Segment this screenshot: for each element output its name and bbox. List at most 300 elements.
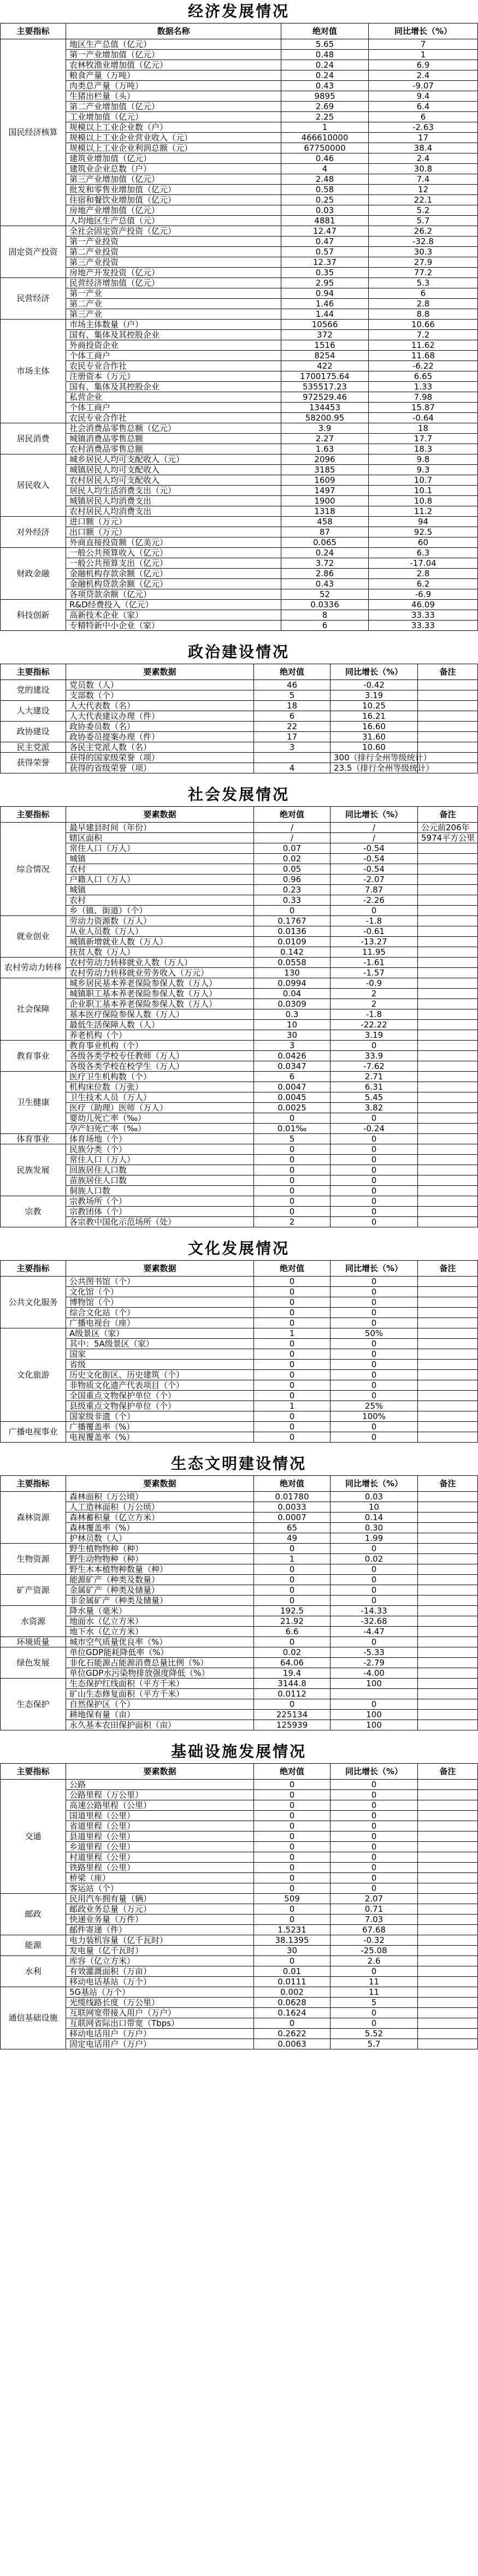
- growth-rate: -0.32: [331, 1935, 418, 1946]
- note-cell: [418, 1380, 478, 1391]
- indicator-name: 森林面积（万公顷）: [66, 1492, 254, 1502]
- absolute-value: 1318: [281, 506, 369, 517]
- absolute-value: 0.0994: [254, 978, 331, 989]
- indicator-name: 宗教场所（个）: [66, 1196, 254, 1207]
- growth-rate: 5.7: [369, 216, 478, 226]
- table-row: [1, 742, 478, 753]
- indicator-name: 发电量（亿千瓦时）: [66, 1946, 254, 1956]
- growth-rate: 11.62: [369, 340, 478, 351]
- growth-rate: 10: [331, 1502, 418, 1512]
- table-row: [1, 423, 478, 434]
- header-row: [1, 1476, 478, 1492]
- absolute-value: 0.0025: [254, 1103, 331, 1113]
- note-cell: [418, 926, 478, 937]
- absolute-value: 1609: [281, 475, 369, 486]
- table-row: [1, 1883, 478, 1894]
- column-header: 数据名称: [66, 23, 281, 39]
- category-cell: 矿产资源: [1, 1575, 66, 1606]
- absolute-value: 0: [254, 1863, 331, 1873]
- growth-rate: -0.9: [331, 978, 418, 989]
- absolute-value: 0: [254, 1144, 331, 1155]
- category-cell: 森林资源: [1, 1492, 66, 1544]
- column-header: 同比增长（%）: [331, 1476, 418, 1492]
- indicator-name: 房地产开发投资（亿元）: [66, 268, 281, 278]
- note-cell: [418, 1883, 478, 1894]
- section-title: 政治建设情况: [187, 643, 290, 661]
- absolute-value: 1.46: [281, 299, 369, 309]
- table-row: [1, 205, 478, 216]
- note-cell: [418, 1186, 478, 1196]
- growth-rate: 23.5（排行全州等级统计）: [331, 763, 418, 773]
- absolute-value: 0: [254, 1422, 331, 1432]
- table-row: [1, 340, 478, 351]
- section-spacer: [0, 2049, 477, 2059]
- growth-rate: 0.02: [331, 1554, 418, 1564]
- growth-rate: 0: [331, 1041, 418, 1051]
- note-cell: [418, 895, 478, 906]
- growth-rate: 0: [331, 1780, 418, 1790]
- table-row: [1, 823, 478, 833]
- indicator-name: 乡道里程（公里）: [66, 1842, 254, 1852]
- table-row: [1, 330, 478, 340]
- note-cell: [418, 1647, 478, 1658]
- absolute-value: 0: [254, 1113, 331, 1124]
- table-row: [1, 1401, 478, 1411]
- growth-rate: 5.3: [369, 278, 478, 288]
- growth-rate: 9.8: [369, 454, 478, 465]
- absolute-value: 3.9: [281, 423, 369, 434]
- table-row: [1, 1811, 478, 1821]
- column-header: 要素数据: [66, 1764, 254, 1780]
- growth-rate: 10.66: [369, 320, 478, 330]
- absolute-value: 0.24: [281, 70, 369, 81]
- table-row: [1, 517, 478, 527]
- growth-rate: 5.2: [369, 205, 478, 216]
- indicator-name: 降水量（毫米）: [66, 1606, 254, 1616]
- note-cell: [418, 1492, 478, 1502]
- column-header: 主要指标: [1, 1261, 66, 1277]
- indicator-name: 党员数（人）: [66, 680, 254, 690]
- growth-rate: 100: [331, 1720, 418, 1730]
- growth-rate: 0.30: [331, 1523, 418, 1533]
- category-cell: 公共文化服务: [1, 1277, 66, 1328]
- table-row: [1, 1637, 478, 1647]
- table-row: [1, 1831, 478, 1842]
- indicator-name: 第二产业增加值（亿元）: [66, 102, 281, 112]
- note-cell: [418, 1432, 478, 1443]
- category-cell: 文化旅游: [1, 1328, 66, 1422]
- indicator-name: 农村劳动力转移就业劳务收入（万元）: [66, 968, 254, 978]
- absolute-value: 0.0309: [254, 999, 331, 1009]
- indicator-name: 有效灌溉面积（万亩）: [66, 1966, 254, 1977]
- indicator-name: 省道里程（公里）: [66, 1821, 254, 1831]
- column-header: 绝对值: [254, 664, 331, 680]
- note-cell: [418, 732, 478, 742]
- note-cell: [418, 989, 478, 999]
- note-cell: [418, 1842, 478, 1852]
- absolute-value: 4: [254, 763, 331, 773]
- absolute-value: 1: [254, 1401, 331, 1411]
- table-row: [1, 1020, 478, 1030]
- table-row: [1, 895, 478, 906]
- absolute-value: 0: [254, 1821, 331, 1831]
- growth-rate: 6.2: [369, 579, 478, 589]
- column-header: 主要指标: [1, 1764, 66, 1780]
- indicator-name: 养老机构（个）: [66, 1030, 254, 1041]
- absolute-value: 0.35: [281, 268, 369, 278]
- table-row: [1, 320, 478, 330]
- note-cell: [418, 1051, 478, 1061]
- column-header: 要素数据: [66, 1261, 254, 1277]
- note-cell: [418, 1575, 478, 1585]
- table-row: [1, 102, 478, 112]
- growth-rate: 9.4: [369, 91, 478, 102]
- table-row: [1, 1308, 478, 1318]
- growth-rate: 0: [331, 1360, 418, 1370]
- table-row: [1, 444, 478, 454]
- table-row: [1, 185, 478, 195]
- absolute-value: 0.25: [281, 195, 369, 205]
- indicator-name: 外商投资企业: [66, 340, 281, 351]
- growth-rate: -6.22: [369, 361, 478, 371]
- indicator-name: 获得的省级荣誉（项）: [66, 763, 254, 773]
- indicator-name: 城乡居民人均可支配收入（元）: [66, 454, 281, 465]
- column-header: 同比增长（%）: [331, 1764, 418, 1780]
- table-row: [1, 1915, 478, 1925]
- category-cell: 科技创新: [1, 600, 66, 631]
- table-row: [1, 600, 478, 610]
- indicator-name: 民族分类（个）: [66, 1144, 254, 1155]
- absolute-value: 2.25: [281, 112, 369, 122]
- indicator-name: 规模以上工业企业营业收入（元）: [66, 133, 281, 143]
- absolute-value: 0: [254, 1699, 331, 1710]
- growth-rate: 0: [331, 1165, 418, 1175]
- growth-rate: 2.07: [331, 1894, 418, 1904]
- note-cell: [418, 2029, 478, 2039]
- growth-rate: 0: [331, 1155, 418, 1165]
- table-row: [1, 1679, 478, 1689]
- note-cell: [418, 1134, 478, 1144]
- absolute-value: 225134: [254, 1710, 331, 1720]
- indicator-name: 专精特新中小企业（家）: [66, 621, 281, 631]
- growth-rate: 1.99: [331, 1533, 418, 1544]
- note-cell: [418, 1113, 478, 1124]
- note-cell: [418, 1689, 478, 1699]
- absolute-value: 5.65: [281, 39, 369, 50]
- table-row: [1, 1894, 478, 1904]
- indicator-name: 公路里程（万公里）: [66, 1790, 254, 1800]
- absolute-value: 2.27: [281, 434, 369, 444]
- growth-rate: 0: [331, 1790, 418, 1800]
- table-row: [1, 968, 478, 978]
- absolute-value: 5: [254, 690, 331, 701]
- growth-rate: 0: [331, 1297, 418, 1308]
- absolute-value: 0.46: [281, 153, 369, 164]
- absolute-value: 0.0558: [254, 958, 331, 968]
- category-cell: 绿色发展: [1, 1647, 66, 1679]
- growth-rate: 0: [331, 1196, 418, 1207]
- growth-rate: 0: [331, 1596, 418, 1606]
- indicator-name: 桥梁（座）: [66, 1873, 254, 1883]
- growth-rate: -2.26: [331, 895, 418, 906]
- note-cell: [418, 1370, 478, 1380]
- note-cell: [418, 1103, 478, 1113]
- table-row: [1, 1554, 478, 1564]
- indicator-name: 非金属矿产（种类及储量）: [66, 1596, 254, 1606]
- table-row: [1, 1627, 478, 1637]
- absolute-value: 0: [254, 1360, 331, 1370]
- growth-rate: -1.8: [331, 1009, 418, 1020]
- indicator-name: 农村居民人均可支配收入: [66, 475, 281, 486]
- note-cell: [418, 1637, 478, 1647]
- growth-rate: 5.45: [331, 1092, 418, 1103]
- category-cell: 民主党派: [1, 742, 66, 753]
- absolute-value: 0.0336: [281, 600, 369, 610]
- indicator-name: 辖区面积: [66, 833, 254, 843]
- indicator-name: 孕产妇死亡率（‰）: [66, 1124, 254, 1134]
- indicator-name: 政协委员数（名）: [66, 722, 254, 732]
- growth-rate: 2: [331, 999, 418, 1009]
- indicator-name: 肉类总产量（万吨）: [66, 81, 281, 91]
- absolute-value: 8254: [281, 351, 369, 361]
- absolute-value: 372: [281, 330, 369, 340]
- indicator-name: 非化石能源占能源消费总量比例（%）: [66, 1658, 254, 1668]
- absolute-value: 0: [254, 1596, 331, 1606]
- category-cell: 宗教: [1, 1196, 66, 1227]
- table-row: [1, 843, 478, 854]
- note-cell: [418, 1627, 478, 1637]
- growth-rate: -1.8: [331, 916, 418, 926]
- indicator-name: 农村消费品零售总额: [66, 444, 281, 454]
- absolute-value: 125939: [254, 1720, 331, 1730]
- indicator-name: 农村: [66, 895, 254, 906]
- growth-rate: 0: [331, 1575, 418, 1585]
- growth-rate: 0: [331, 1339, 418, 1349]
- header-row: [1, 664, 478, 680]
- note-cell: [418, 968, 478, 978]
- absolute-value: 0.01780: [254, 1492, 331, 1502]
- growth-rate: 0: [331, 1422, 418, 1432]
- indicator-name: 基本医疗保险参保人数（万人）: [66, 1009, 254, 1020]
- column-header: 要素数据: [66, 1476, 254, 1492]
- table-row: [1, 1904, 478, 1915]
- growth-rate: 1: [369, 50, 478, 60]
- absolute-value: 4: [281, 164, 369, 174]
- growth-rate: 0: [331, 1186, 418, 1196]
- indicator-name: 全国重点文物保护单位（个）: [66, 1391, 254, 1401]
- category-cell: 民族发展: [1, 1144, 66, 1196]
- absolute-value: 0.0628: [254, 1998, 331, 2008]
- table-row: [1, 1606, 478, 1616]
- category-cell: 生态保护: [1, 1679, 66, 1730]
- indicator-name: 村道里程（公里）: [66, 1852, 254, 1863]
- table-row: [1, 143, 478, 153]
- absolute-value: 0: [254, 1318, 331, 1328]
- absolute-value: 3: [254, 742, 331, 753]
- growth-rate: 11.2: [369, 506, 478, 517]
- note-cell: [418, 1977, 478, 1987]
- table-row: [1, 1391, 478, 1401]
- column-header: 同比增长（%）: [369, 23, 478, 39]
- table-row: [1, 875, 478, 885]
- absolute-value: 6: [254, 1072, 331, 1082]
- indicator-name: 野生动物物种（种）: [66, 1554, 254, 1564]
- growth-rate: 100: [331, 1679, 418, 1689]
- growth-rate: 15.87: [369, 403, 478, 413]
- indicator-name: 其中：5A级景区（家）: [66, 1339, 254, 1349]
- category-cell: 水资源: [1, 1606, 66, 1637]
- column-header: 绝对值: [281, 23, 369, 39]
- indicator-name: 各级各类学校在校学生（万人）: [66, 1061, 254, 1072]
- indicator-name: R&D经费投入（亿元）: [66, 600, 281, 610]
- indicator-name: 互联网省际出口带宽（Tbps）: [66, 2018, 254, 2029]
- indicator-name: 城镇消费品零售总额: [66, 434, 281, 444]
- growth-rate: 33.33: [369, 621, 478, 631]
- absolute-value: 19.4: [254, 1668, 331, 1679]
- indicator-name: 电力装机容量（亿千瓦时）: [66, 1935, 254, 1946]
- note-cell: [418, 1523, 478, 1533]
- note-cell: [418, 1790, 478, 1800]
- table-row: [1, 1318, 478, 1328]
- note-cell: [418, 1946, 478, 1956]
- indicator-name: 光缆线路长度（万公里）: [66, 1998, 254, 2008]
- indicator-name: 支部数（个）: [66, 690, 254, 701]
- section-table: [0, 806, 478, 1227]
- table-row: [1, 1946, 478, 1956]
- note-cell: [418, 1863, 478, 1873]
- note-cell: [418, 701, 478, 711]
- absolute-value: 458: [281, 517, 369, 527]
- indicator-name: 各民主党派人数（名）: [66, 742, 254, 753]
- category-cell: 党的建设: [1, 680, 66, 701]
- table-row: [1, 70, 478, 81]
- growth-rate: 0: [331, 1113, 418, 1124]
- table-row: [1, 1616, 478, 1627]
- note-cell: [418, 906, 478, 916]
- absolute-value: 18: [254, 701, 331, 711]
- absolute-value: 2096: [281, 454, 369, 465]
- indicator-name: 一般公共预算收入（亿元）: [66, 548, 281, 558]
- indicator-name: 城乡居民基本养老保险参保人数（万人）: [66, 978, 254, 989]
- absolute-value: 0: [254, 1780, 331, 1790]
- absolute-value: 0.47: [281, 237, 369, 247]
- growth-rate: 0: [331, 2018, 418, 2029]
- table-row: [1, 1873, 478, 1883]
- absolute-value: 0: [254, 1811, 331, 1821]
- absolute-value: 0.0007: [254, 1512, 331, 1523]
- growth-rate: 5: [331, 1998, 418, 2008]
- indicator-name: 地区生产总值（亿元）: [66, 39, 281, 50]
- section-spacer: [0, 1443, 477, 1452]
- table-row: [1, 916, 478, 926]
- indicator-name: 政协委员提案办理（件）: [66, 732, 254, 742]
- column-header: 要素数据: [66, 664, 254, 680]
- note-cell: [418, 1092, 478, 1103]
- absolute-value: 1900: [281, 496, 369, 506]
- indicator-name: 广播电视台（座）: [66, 1318, 254, 1328]
- absolute-value: 0.0047: [254, 1082, 331, 1092]
- indicator-name: 城镇职工基本养老保险参保人数（万人）: [66, 989, 254, 999]
- growth-rate: -1.57: [331, 968, 418, 978]
- category-cell: 对外经济: [1, 517, 66, 548]
- growth-rate: 94: [369, 517, 478, 527]
- table-row: [1, 527, 478, 537]
- indicator-name: 规模以上工业企业利润总额（元）: [66, 143, 281, 153]
- table-row: [1, 711, 478, 722]
- indicator-name: 野生木本植物种数量（种）: [66, 1564, 254, 1575]
- growth-rate: 10.25: [331, 701, 418, 711]
- growth-rate: 2.8: [369, 299, 478, 309]
- indicator-name: 房地产业增加值（亿元）: [66, 205, 281, 216]
- indicator-name: 省级: [66, 1360, 254, 1370]
- growth-rate: -5.33: [331, 1647, 418, 1658]
- table-row: [1, 1544, 478, 1554]
- absolute-value: 2: [254, 1217, 331, 1227]
- indicator-name: 快递业务量（万件）: [66, 1915, 254, 1925]
- indicator-name: 农林牧渔业增加值（亿元）: [66, 60, 281, 70]
- note-cell: [418, 1339, 478, 1349]
- table-row: [1, 558, 478, 569]
- indicator-name: 市场主体数量（户）: [66, 320, 281, 330]
- category-cell: 邮政: [1, 1894, 66, 1935]
- category-cell: 交通: [1, 1780, 66, 1894]
- absolute-value: 0: [254, 1432, 331, 1443]
- absolute-value: 0.0112: [254, 1689, 331, 1699]
- note-cell: 公元前206年: [418, 823, 478, 833]
- growth-rate: -0.54: [331, 843, 418, 854]
- note-cell: [418, 854, 478, 864]
- absolute-value: 1516: [281, 340, 369, 351]
- indicator-name: 苗族居住人口数: [66, 1175, 254, 1186]
- category-cell: 民营经济: [1, 278, 66, 320]
- note-cell: [418, 1175, 478, 1186]
- table-row: [1, 1432, 478, 1443]
- growth-rate: 0: [331, 1800, 418, 1811]
- table-row: [1, 1103, 478, 1113]
- absolute-value: 0: [254, 1873, 331, 1883]
- table-row: [1, 1966, 478, 1977]
- table-row: [1, 1072, 478, 1082]
- table-row: [1, 2029, 478, 2039]
- note-cell: [418, 1360, 478, 1370]
- indicator-name: 高新技术企业（家）: [66, 610, 281, 621]
- absolute-value: 2.86: [281, 569, 369, 579]
- absolute-value: 64.06: [254, 1658, 331, 1668]
- table-row: [1, 1217, 478, 1227]
- growth-rate: 16.60: [331, 722, 418, 732]
- table-row: [1, 278, 478, 288]
- absolute-value: 0.03: [281, 205, 369, 216]
- absolute-value: 10: [254, 1020, 331, 1030]
- table-row: [1, 1956, 478, 1966]
- section-table: [0, 23, 478, 631]
- note-cell: [418, 1207, 478, 1217]
- note-cell: [418, 1585, 478, 1596]
- table-row: [1, 1512, 478, 1523]
- absolute-value: 0.24: [281, 548, 369, 558]
- absolute-value: 0.065: [281, 537, 369, 548]
- column-header: 绝对值: [254, 1261, 331, 1277]
- note-cell: [418, 1308, 478, 1318]
- table-row: [1, 288, 478, 299]
- note-cell: [418, 1422, 478, 1432]
- indicator-name: 个体工商户: [66, 403, 281, 413]
- indicator-name: 常住人口（万人）: [66, 843, 254, 854]
- note-cell: [418, 722, 478, 732]
- table-row: [1, 999, 478, 1009]
- note-cell: [418, 1217, 478, 1227]
- column-header: 同比增长（%）: [331, 664, 418, 680]
